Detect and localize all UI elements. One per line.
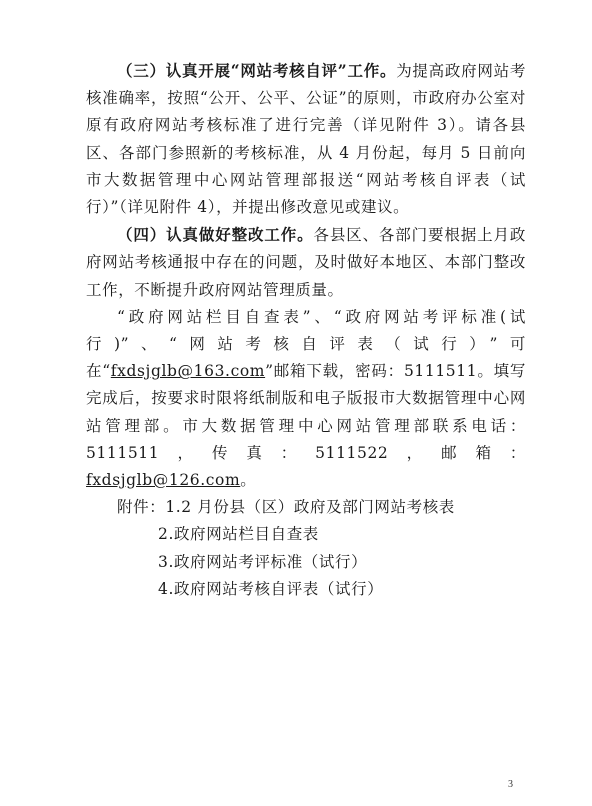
- download-instructions-text-1: “政府网站栏目自查表”、“政府网站考评标准(试行)”、“网站考核自评表（试行）”可在“: [86, 307, 526, 381]
- attachment-row-2: [86, 521, 526, 548]
- attachments-list: [86, 494, 526, 603]
- attachment-row-3: [86, 549, 526, 576]
- attachment-row-4: [86, 576, 526, 603]
- download-instructions-text-2: ”邮箱下载，密码：5111511。填写完成后，按要求时限将纸制版和电子版报市大数据管理中心网站管理部。市大数据管理中心网站管理部联系电话：5111511，传真：5111522，邮箱：: [86, 362, 526, 462]
- section-three-paragraph: [86, 57, 526, 221]
- download-instructions-text-3: 。: [240, 471, 257, 490]
- section-three-text: 为提高政府网站考核准确率，按照“公开、公平、公证”的原则，市政府办公室对原有政府网站考核标准了进行完善（详见附件 3）。请各县区、各部门参照新的考核标准，从 4 月份起，每月 5 日前向市大数据管理中心网站管理部报送“网站考核自评表（试行）”（详见附件 4），并提出修改意见或建议。: [86, 62, 526, 217]
- section-four-paragraph: [86, 221, 526, 304]
- section-four-heading: （四）认真做好整改工作。: [117, 225, 314, 245]
- attachments-label: 附件：: [117, 498, 166, 517]
- email-link-163[interactable]: fxdsjglb@163.com: [110, 362, 266, 381]
- email-link-126[interactable]: fxdsjglb@126.com: [86, 471, 241, 490]
- attachment-row-1: [86, 494, 526, 521]
- attachment-item-4: 4.政府网站考核自评表（试行）: [158, 579, 384, 598]
- page-number: 3: [508, 779, 513, 790]
- attachment-item-1: 1.2 月份县（区）政府及部门网站考核表: [165, 498, 455, 517]
- section-four-text: 各县区、各部门要根据上月政府网站考核通报中存在的问题，及时做好本地区、本部门整改工作，不断提升政府网站管理质量。: [86, 226, 526, 299]
- download-instructions-paragraph: [86, 304, 526, 494]
- attachment-item-2: 2.政府网站栏目自查表: [158, 525, 319, 544]
- attachment-item-3: 3.政府网站考评标准（试行）: [158, 552, 368, 571]
- section-three-heading: （三）认真开展“网站考核自评”工作。: [117, 61, 397, 80]
- document-body: [86, 57, 526, 603]
